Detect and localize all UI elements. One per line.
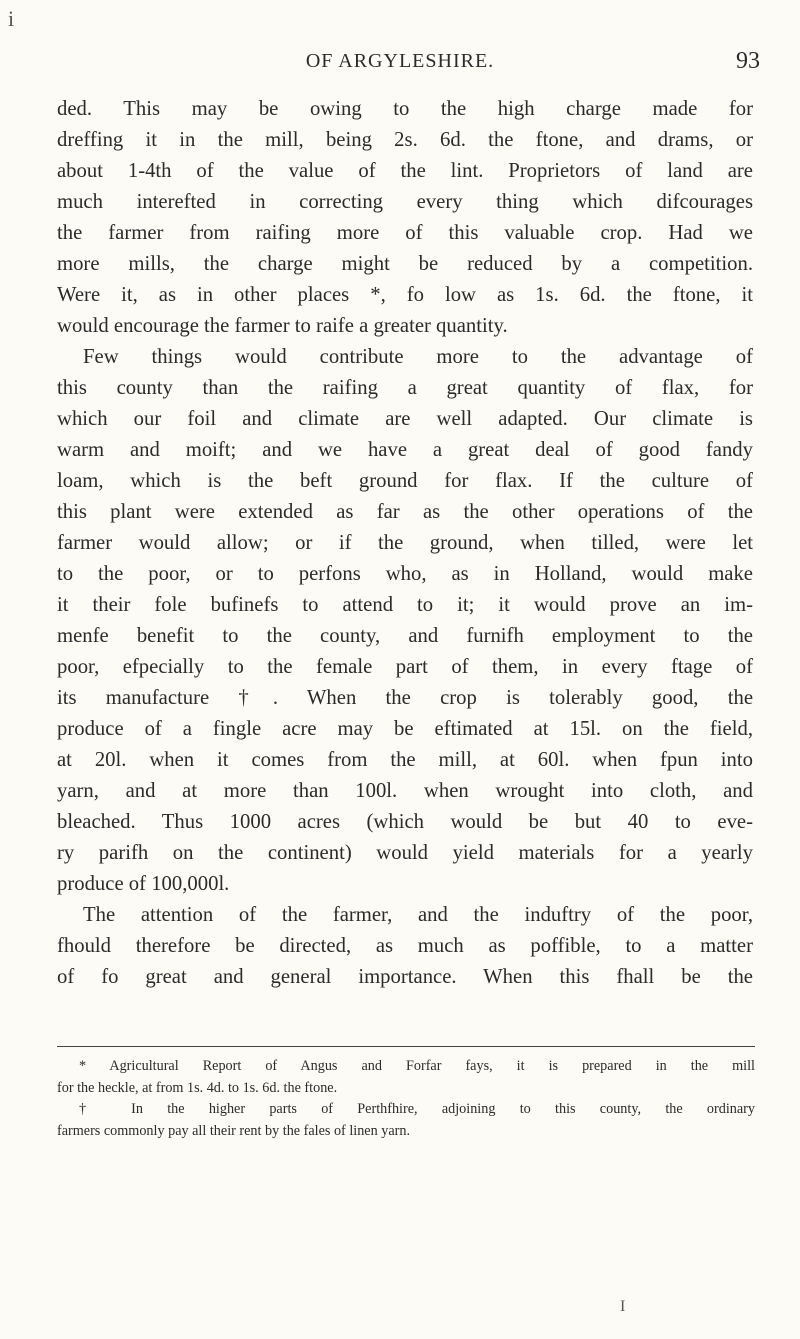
running-title: OF ARGYLESHIRE. [305,50,495,72]
text-line: would encourage the farmer to raife a greater quantity. [57,315,508,337]
footnote-line: † In the higher parts of Perthfhire, adjoining to this county, the ordinary [79,1101,755,1117]
text-line: menfe benefit to the county, and furnifh employment to the [57,625,753,647]
footnote-line: farmers commonly pay all their rent by the fales of linen yarn. [57,1122,410,1139]
corner-mark: i [8,6,15,31]
text-line: loam, which is the beft ground for flax. If the culture of [57,470,753,492]
text-line: The attention of the farmer, and the induftry of the poor, [83,904,753,926]
text-line: to the poor, or to perfons who, as in Holland, would make [57,563,753,585]
footnote-line: for the heckle, at from 1s. 4d. to 1s. 6d. the ftone. [57,1079,338,1096]
page-number: 93 [736,48,760,74]
text-line: this plant were extended as far as the other operations of the [57,501,753,523]
text-line: it their fole bufinefs to attend to it; it would prove an im- [57,594,753,616]
text-line: bleached. Thus 1000 acres (which would be but 40 to eve- [57,811,753,833]
text-line: more mills, the charge might be reduced by a competition. [57,253,753,275]
text-line: Few things would contribute more to the advantage of [83,346,753,368]
text-line: about 1-4th of the value of the lint. Proprietors of land are [57,160,753,182]
text-line: produce of 100,000l. [57,873,230,895]
text-line: warm and moift; and we have a great deal of good fandy [57,439,753,461]
text-line: of fo great and general importance. When this fhall be the [57,966,753,988]
text-line: this county than the raifing a great quantity of flax, for [57,377,753,399]
text-line: farmer would allow; or if the ground, when tilled, were let [57,532,753,554]
text-line: which our foil and climate are well adapted. Our climate is [57,408,753,430]
text-line: the farmer from raifing more of this valuable crop. Had we [57,222,753,244]
text-line: ded. This may be owing to the high charge made for [57,98,753,120]
text-line: produce of a fingle acre may be eftimated at 15l. on the field, [57,718,753,740]
text-line: its manufacture †. When the crop is tolerably good, the [57,687,753,709]
text-line: dreffing it in the mill, being 2s. 6d. the ftone, and drams, or [57,129,753,151]
body-text [57,94,753,993]
footnote-rule [57,1046,755,1047]
text-line: Were it, as in other places *, fo low as 1s. 6d. the ftone, it [57,284,753,306]
footnotes [57,1056,755,1142]
text-line: at 20l. when it comes from the mill, at 60l. when fpun into [57,749,753,771]
running-head [40,30,760,80]
footnote-line: * Agricultural Report of Angus and Forfar fays, it is prepared in the mill [79,1058,755,1074]
text-line: fhould therefore be directed, as much as poffible, to a matter [57,935,753,957]
text-line: poor, efpecially to the female part of them, in every ftage of [57,656,753,678]
signature-mark: I [620,1298,626,1315]
text-line: yarn, and at more than 100l. when wrought into cloth, and [57,780,753,802]
text-line: ry parifh on the continent) would yield materials for a yearly [57,842,753,864]
text-line: much interefted in correcting every thing which difcourages [57,191,753,213]
